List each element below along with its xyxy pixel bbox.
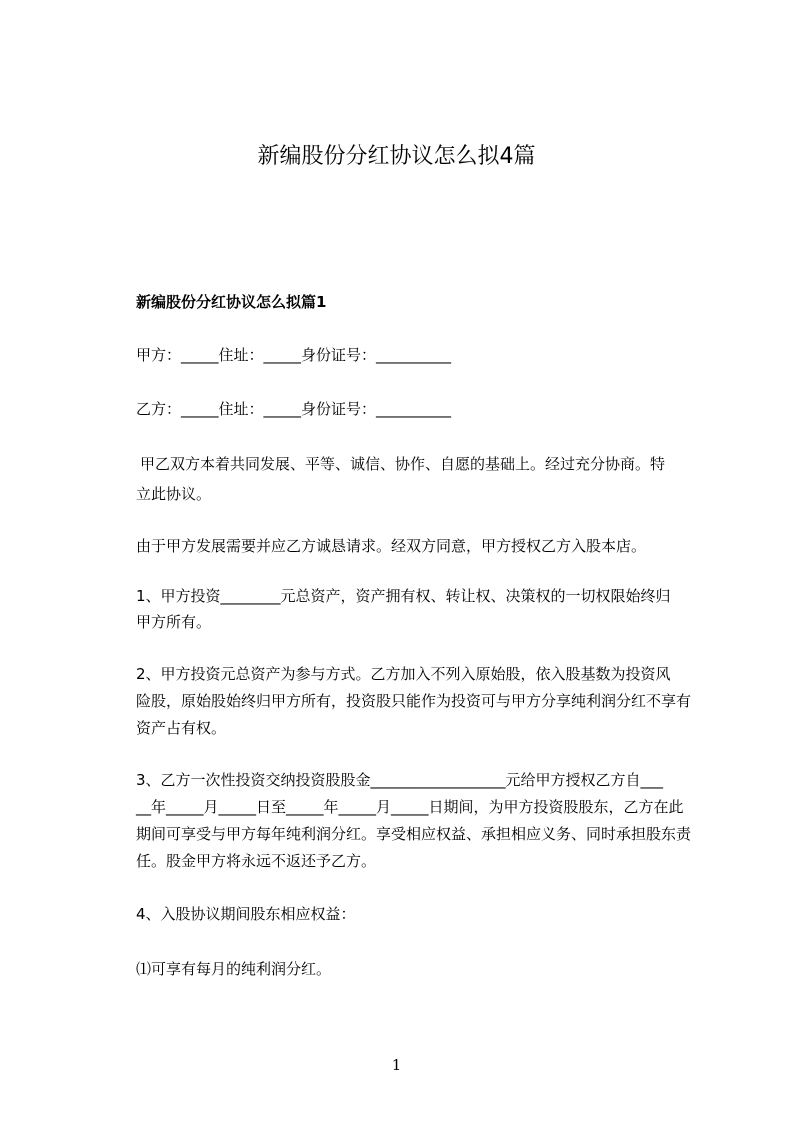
party-b-line: 乙方：_____住址：_____身份证号：__________ xyxy=(136,400,452,418)
clause-1-line-2: 甲方所有。 xyxy=(136,613,212,631)
section-heading: 新编股份分红协议怎么拟篇1 xyxy=(136,293,327,311)
clause-4-heading: 4、入股协议期间股东相应权益： xyxy=(136,905,356,923)
clause-4-item-1: ⑴可享有每月的纯利润分红。 xyxy=(136,960,332,978)
intro-paragraph-line-1: 甲乙双方本着共同发展、平等、诚信、协作、自愿的基础上。经过充分协商。特 xyxy=(140,455,666,473)
clause-3-line-2: __年_____月_____日至_____年_____月_____日期间，为甲方投资股股东，乙方在此 xyxy=(136,798,684,816)
clause-2-line-1: 2、甲方投资元总资产为参与方式。乙方加入不列入原始股，依入股基数为投资风 xyxy=(136,665,671,683)
clause-3-line-1: 3、乙方一次性投资交纳投资股股金__________________元给甲方授权乙方自___ xyxy=(136,771,664,789)
clause-2-line-2: 险股，原始股始终归甲方所有，投资股只能作为投资可与甲方分享纯利润分红不享有 xyxy=(136,692,692,710)
page-number: 1 xyxy=(391,1056,402,1074)
clause-1-line-1: 1、甲方投资________元总资产，资产拥有权、转让权、决策权的一切权限始终归 xyxy=(136,587,671,605)
intro-paragraph-line-2: 立此协议。 xyxy=(136,485,212,503)
reason-paragraph: 由于甲方发展需要并应乙方诚恳请求。经双方同意，甲方授权乙方入股本店。 xyxy=(136,537,647,555)
clause-3-line-4: 任。股金甲方将永远不返还予乙方。 xyxy=(136,852,377,870)
document-title: 新编股份分红协议怎么拟4篇 xyxy=(257,144,536,169)
clause-2-line-3: 资产占有权。 xyxy=(136,719,227,737)
clause-3-line-3: 期间可享受与甲方每年纯利润分红。享受相应权益、承担相应义务、同时承担股东责 xyxy=(136,825,692,843)
party-a-line: 甲方：_____住址：_____身份证号：__________ xyxy=(136,346,452,364)
